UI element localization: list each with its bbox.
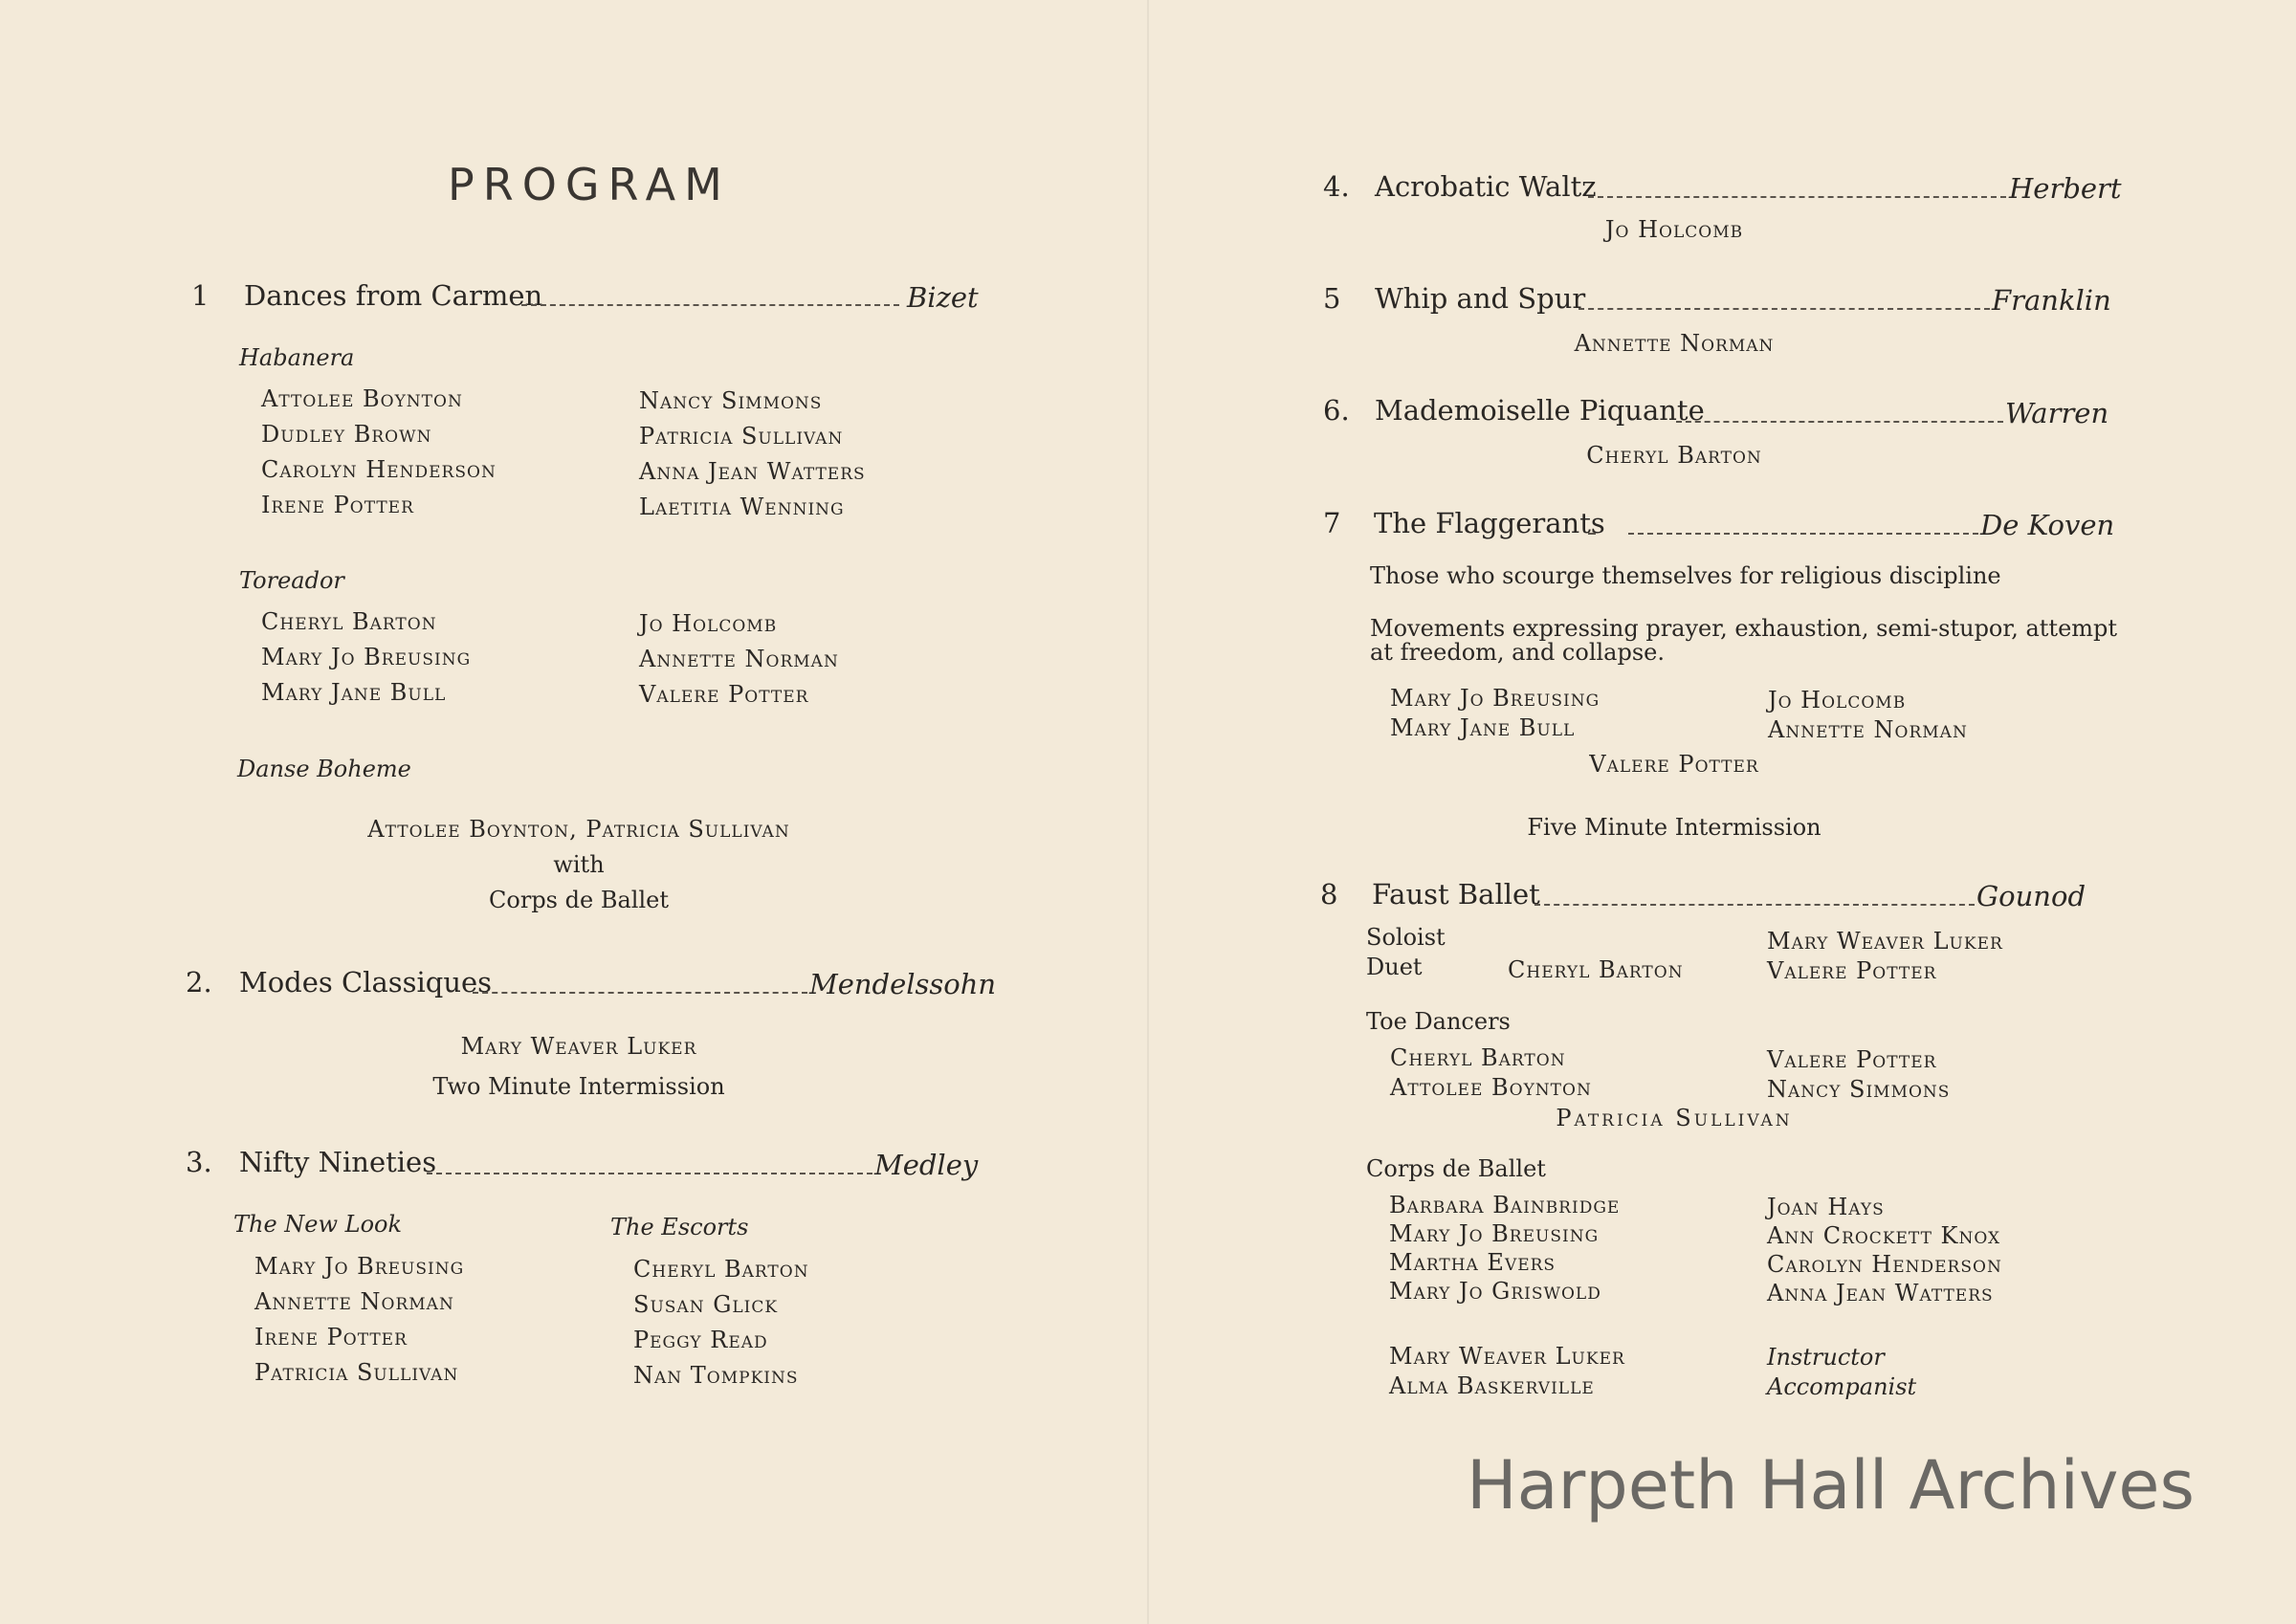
dancer-name: Valere Potter [1767, 1046, 1937, 1073]
performer: Jo Holcomb [1604, 216, 1744, 243]
performer: Cheryl Barton [1586, 442, 1762, 469]
composer: Franklin [1992, 284, 2111, 317]
section-label: The New Look [233, 1211, 403, 1238]
dancer-name: Laetitia Wenning [639, 494, 845, 520]
leader-dots [1578, 308, 1990, 310]
right-page [1148, 0, 2296, 1624]
dancer-name: Mary Jo Breusing [1389, 1220, 1600, 1247]
role-label: Soloist [1366, 924, 1446, 951]
archive-watermark: Harpeth Hall Archives [1467, 1446, 2195, 1525]
section-label: The Escorts [610, 1214, 749, 1240]
dancer-name: Cheryl Barton [1508, 956, 1684, 983]
group-name: Corps de Ballet [489, 887, 669, 913]
leader-dots [1676, 421, 2003, 423]
performer: Mary Weaver Luker [460, 1033, 697, 1060]
section-label: Corps de Ballet [1366, 1155, 1546, 1182]
leader-dots [1628, 533, 1978, 535]
leader-dots [1588, 196, 2006, 198]
intermission-note: Five Minute Intermission [1527, 814, 1821, 841]
leader-dots [473, 992, 807, 994]
dancer-name: Valere Potter [639, 681, 809, 708]
dancer-name: Anna Jean Watters [639, 458, 866, 485]
performer: Annette Norman [1574, 330, 1775, 357]
item-number: 2. [186, 966, 212, 999]
section-label: Habanera [239, 344, 355, 371]
composer: Warren [2005, 397, 2109, 429]
section-label: Toe Dancers [1366, 1008, 1511, 1035]
dancer-name: Jo Holcomb [639, 610, 778, 637]
composer: Bizet [907, 281, 979, 314]
dancer-name: Cheryl Barton [261, 608, 437, 635]
dancer-name: Susan Glick [633, 1291, 779, 1318]
section-label: Danse Boheme [237, 756, 411, 782]
leader-dots [427, 1173, 872, 1174]
composer: Mendelssohn [809, 968, 997, 1000]
role-label: Duet [1366, 954, 1423, 980]
dancer-name: Jo Holcomb [1768, 687, 1907, 713]
item-title: Whip and Spur [1375, 282, 1586, 315]
composer: Medley [874, 1149, 979, 1181]
dancer-name: Joan Hays [1767, 1194, 1885, 1220]
dancer-name: Dudley Brown [261, 421, 432, 448]
staff-name: Alma Baskerville [1389, 1372, 1595, 1399]
dancer-name: Ann Crockett Knox [1767, 1222, 2001, 1249]
item-number: 4. [1323, 170, 1350, 203]
item-title: Acrobatic Waltz [1375, 170, 1597, 203]
item-title: Dances from Carmen [244, 279, 543, 312]
item-number: 6. [1323, 394, 1350, 427]
dancer-name: Patricia Sullivan [639, 423, 844, 450]
item-number: 8 [1320, 878, 1338, 911]
dancer-name: Martha Evers [1389, 1249, 1556, 1276]
dancer-name: Annette Norman [639, 646, 839, 672]
item-title: Mademoiselle Piquante [1375, 394, 1705, 427]
dancer-name: Patricia Sullivan [254, 1359, 459, 1386]
dancer-name: Mary Jo Griswold [1389, 1278, 1601, 1305]
item-number: 5 [1323, 282, 1341, 315]
dancer-name: Anna Jean Watters [1767, 1280, 1994, 1306]
dancer-name: Annette Norman [254, 1288, 454, 1315]
dancer-name: Cheryl Barton [633, 1256, 809, 1283]
dancer-name: Barbara Bainbridge [1389, 1192, 1621, 1218]
leader-dots [521, 304, 899, 306]
composer: De Koven [1980, 509, 2115, 541]
item-description: Those who scourge themselves for religious discipline [1370, 562, 2001, 589]
dancer-name: Irene Potter [254, 1324, 408, 1350]
composer: Herbert [2009, 172, 2122, 205]
staff-role: Instructor [1767, 1344, 1885, 1371]
dancer-names: Attolee Boynton, Patricia Sullivan [367, 816, 790, 843]
item-description: at freedom, and collapse. [1370, 639, 1665, 666]
dancer-name: Annette Norman [1768, 716, 1968, 743]
dancer-name: Nan Tompkins [633, 1362, 799, 1389]
item-number: 1 [191, 279, 210, 312]
dancer-name: Carolyn Henderson [1767, 1251, 2002, 1278]
staff-role: Accompanist [1767, 1373, 1917, 1400]
dancer-name: Peggy Read [633, 1327, 768, 1353]
dancer-name: Mary Jane Bull [261, 679, 447, 706]
item-title: Nifty Nineties [239, 1146, 437, 1178]
item-title: Faust Ballet [1372, 878, 1540, 911]
item-number: 7 [1323, 507, 1341, 539]
leader-dots [1534, 904, 1975, 906]
dancer-name: Mary Jo Breusing [261, 644, 472, 670]
dancer-name: Valere Potter [1589, 751, 1759, 778]
dancer-name: Valere Potter [1767, 957, 1937, 984]
dancer-name: Attolee Boynton [261, 385, 463, 412]
dancer-name: Nancy Simmons [1767, 1076, 1951, 1103]
composer: Gounod [1976, 880, 2086, 912]
dancer-name: Mary Jo Breusing [1390, 685, 1601, 712]
item-number: 3. [186, 1146, 212, 1178]
connector-text: with [553, 851, 605, 878]
item-title: The Flaggerants [1374, 507, 1605, 539]
leader-dots [1588, 533, 1596, 535]
dancer-name: Mary Jane Bull [1390, 714, 1576, 741]
staff-name: Mary Weaver Luker [1389, 1343, 1625, 1370]
section-label: Toreador [239, 567, 344, 594]
program-title: PROGRAM [448, 159, 731, 210]
dancer-name: Nancy Simmons [639, 387, 823, 414]
dancer-name: Mary Jo Breusing [254, 1253, 465, 1280]
dancer-name: Mary Weaver Luker [1767, 928, 2003, 955]
item-title: Modes Classiques [239, 966, 493, 999]
dancer-name: Cheryl Barton [1390, 1044, 1566, 1071]
dancer-name: Patricia Sullivan [1556, 1105, 1793, 1131]
dancer-name: Carolyn Henderson [261, 456, 497, 483]
dancer-name: Attolee Boynton [1390, 1074, 1592, 1101]
dancer-name: Irene Potter [261, 492, 414, 518]
intermission-note: Two Minute Intermission [432, 1073, 725, 1100]
item-description: Movements expressing prayer, exhaustion, semi-stupor, attempt [1370, 615, 2118, 642]
